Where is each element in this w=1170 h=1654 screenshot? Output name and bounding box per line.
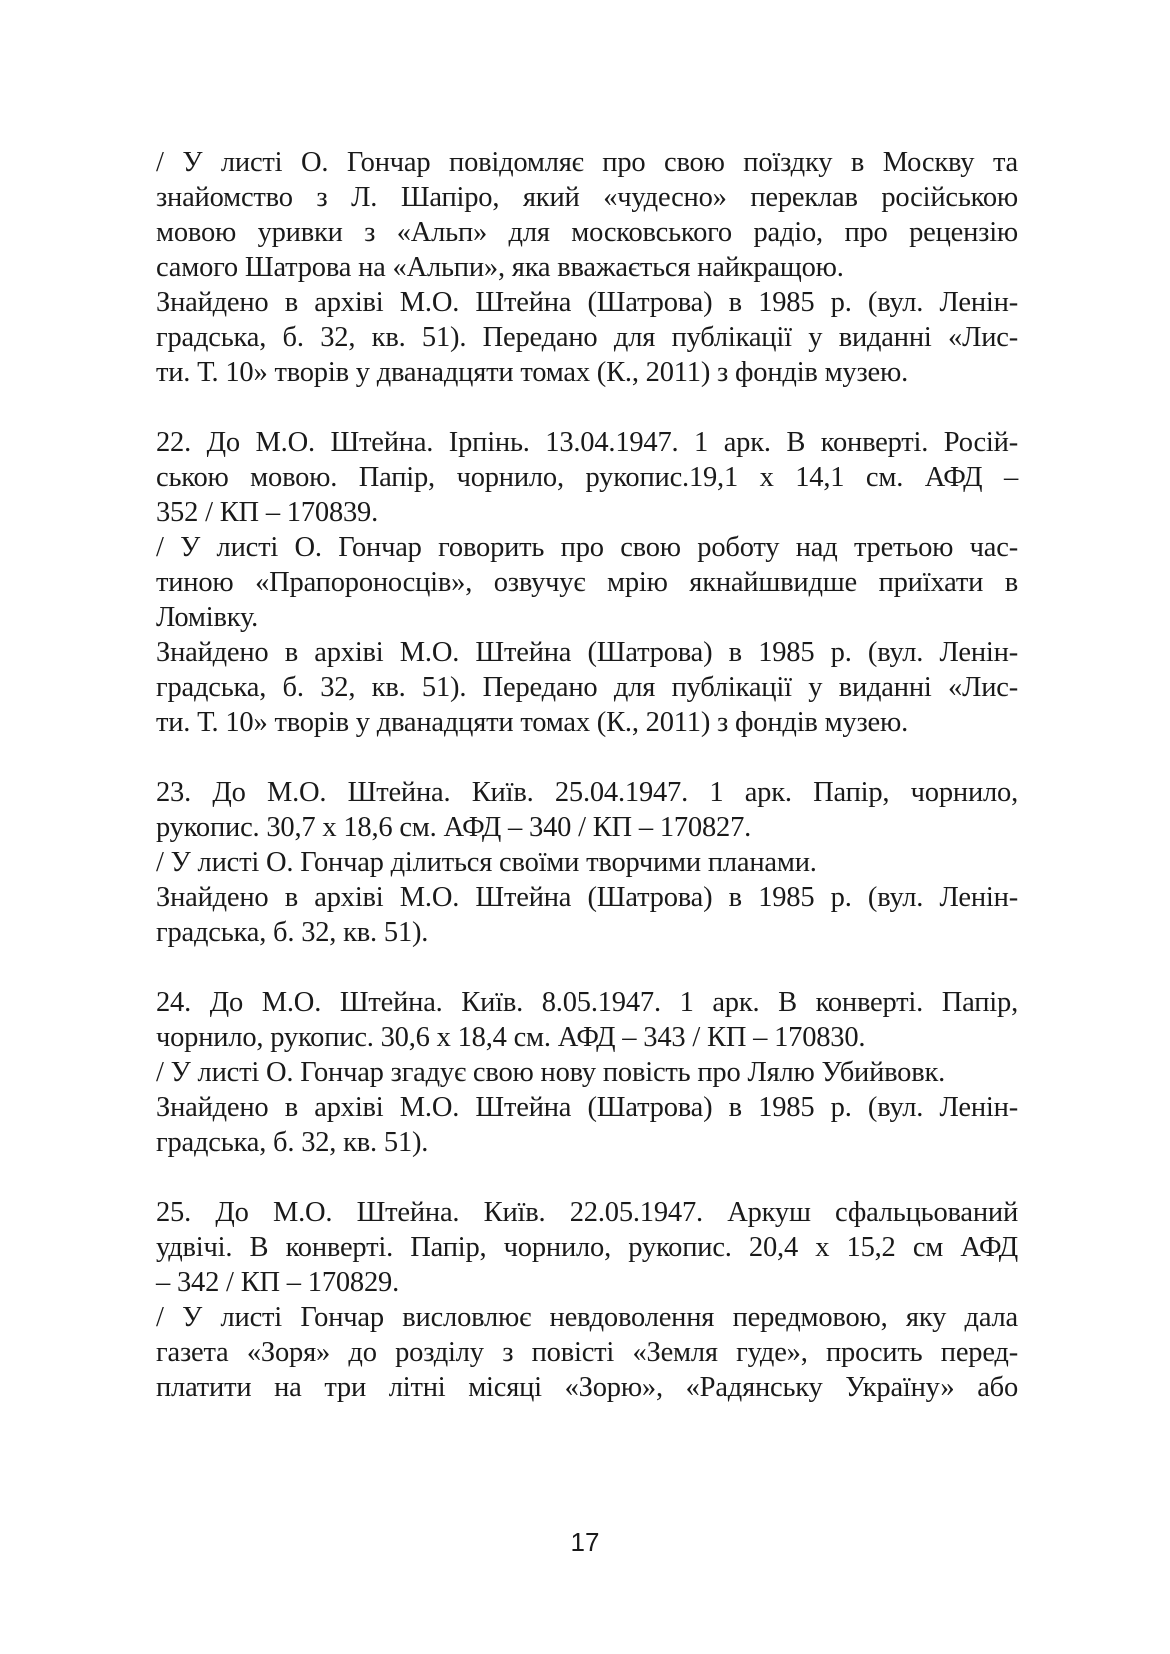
text-line: тиною «Прапороносців», озвучує мрію якнайшвидше приїхати в (156, 567, 1018, 598)
text-line: платити на три літні місяці «Зорю», «Радянську Україну» або (156, 1372, 1018, 1403)
text-line: градська, б. 32, кв. 51). Передано для публікації у виданні «Лис- (156, 322, 1018, 353)
page-number: 17 (570, 1527, 600, 1557)
text-line: 24. До М.О. Штейна. Київ. 8.05.1947. 1 арк. В конверті. Папір, (156, 987, 1018, 1018)
paragraph-block-1 (156, 145, 1018, 390)
text-line: 25. До М.О. Штейна. Київ. 22.05.1947. Аркуш сфальцьований (156, 1197, 1018, 1228)
text-line: удвічі. В конверті. Папір, чорнило, рукопис. 20,4 х 15,2 см АФД (156, 1232, 1018, 1263)
text-line: Знайдено в архіві М.О. Штейна (Шатрова) в 1985 р. (вул. Ленін- (156, 882, 1018, 913)
text-line: градська, б. 32, кв. 51). Передано для публікації у виданні «Лис- (156, 672, 1018, 703)
entry-23 (156, 775, 1018, 950)
text-line: / У листі Гончар висловлює невдоволення передмовою, яку дала (156, 1302, 1018, 1333)
text-line: градська, б. 32, кв. 51). (156, 917, 429, 948)
text-line: / У листі О. Гончар повідомляє про свою поїздку в Москву та (156, 147, 1018, 178)
text-line: / У листі О. Гончар згадує свою нову повість про Лялю Убийвовк. (156, 1057, 946, 1088)
text-line: Знайдено в архіві М.О. Штейна (Шатрова) в 1985 р. (вул. Ленін- (156, 287, 1018, 318)
text-line: Знайдено в архіві М.О. Штейна (Шатрова) в 1985 р. (вул. Ленін- (156, 637, 1018, 668)
text-line: газета «Зоря» до розділу з повісті «Земля гуде», просить перед- (156, 1337, 1018, 1368)
text-line: 352 / КП – 170839. (156, 497, 379, 528)
text-line: знайомство з Л. Шапіро, який «чудесно» переклав російською (156, 182, 1018, 213)
text-line: / У листі О. Гончар ділиться своїми творчими планами. (156, 847, 817, 878)
text-line: 22. До М.О. Штейна. Ірпінь. 13.04.1947. 1 арк. В конверті. Росій- (156, 427, 1018, 458)
text-line: ти. Т. 10» творів у дванадцяти томах (К., 2011) з фондів музею. (156, 707, 909, 738)
text-line: – 342 / КП – 170829. (156, 1267, 400, 1298)
text-line: градська, б. 32, кв. 51). (156, 1127, 429, 1158)
entry-25 (156, 1195, 1018, 1405)
text-line: ською мовою. Папір, чорнило, рукопис.19,1 х 14,1 см. АФД – (156, 462, 1018, 493)
text-line: мовою уривки з «Альп» для московського радіо, про рецензію (156, 217, 1018, 248)
text-line: рукопис. 30,7 х 18,6 см. АФД – 340 / КП – 170827. (156, 812, 752, 843)
text-line: чорнило, рукопис. 30,6 х 18,4 см. АФД – 343 / КП – 170830. (156, 1022, 866, 1053)
text-line: Знайдено в архіві М.О. Штейна (Шатрова) в 1985 р. (вул. Ленін- (156, 1092, 1018, 1123)
text-line: Ломівку. (156, 602, 259, 633)
text-line: / У листі О. Гончар говорить про свою роботу над третьою час- (156, 532, 1018, 563)
entry-24 (156, 985, 1018, 1160)
text-line: ти. Т. 10» творів у дванадцяти томах (К., 2011) з фондів музею. (156, 357, 909, 388)
text-line: 23. До М.О. Штейна. Київ. 25.04.1947. 1 арк. Папір, чорнило, (156, 777, 1018, 808)
page-body (156, 145, 1018, 1440)
text-line: самого Шатрова на «Альпи», яка вважається найкращою. (156, 252, 844, 283)
entry-22 (156, 425, 1018, 740)
